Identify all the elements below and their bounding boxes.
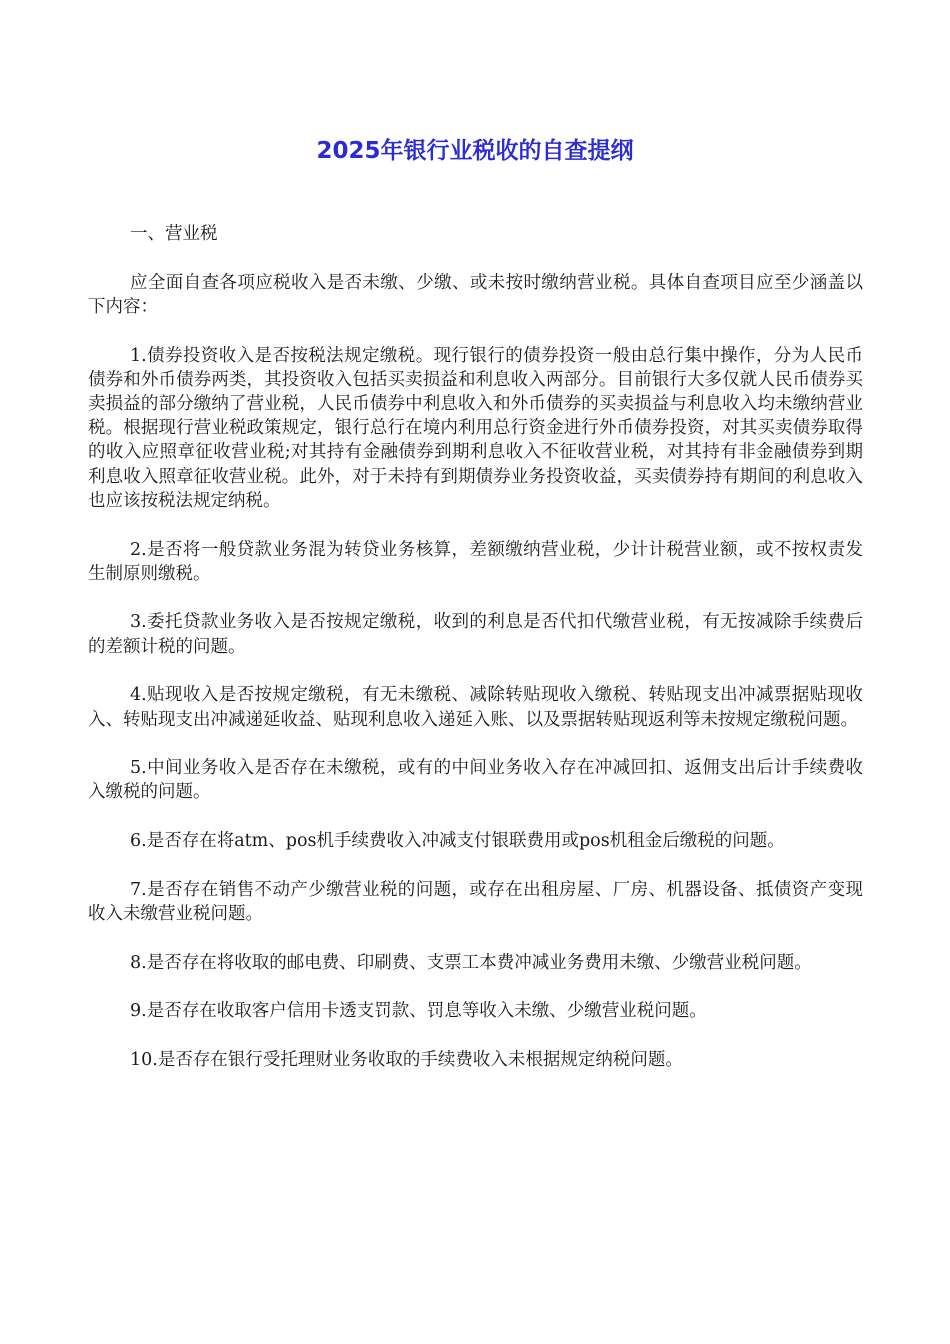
paragraph-item-4: 4.贴现收入是否按规定缴税，有无未缴税、减除转贴现收入缴税、转贴现支出冲减票据贴现收入、转贴现支出冲减递延收益、贴现利息收入递延入账、以及票据转贴现返利等未按规定缴税问题。 [88, 685, 863, 730]
paragraph-item-6: 6.是否存在将atm、pos机手续费收入冲减支付银联费用或pos机租金后缴税的问题。 [130, 831, 785, 852]
section-heading: 一、营业税 [130, 224, 218, 244]
paragraph-item-5: 5.中间业务收入是否存在未缴税，或有的中间业务收入存在冲减回扣、返佣支出后计手续费收入缴税的问题。 [88, 758, 863, 803]
paragraph-item-1: 1.债券投资收入是否按税法规定缴税。现行银行的债券投资一般由总行集中操作，分为人民币债券和外币债券两类，其投资收入包括买卖损益和利息收入两部分。目前银行大多仅就人民币债券买卖损益的部分缴纳了营业税，人民币债券中利息收入和外币债券的买卖损益与利息收入均未缴纳营业税。根据现行营业税政策规定，银行总行在境内利用总行资金进行外币债券投资，对其买卖债券取得的收入应照章征收营业税;对其持有金融债券到期利息收入不征收营业税，对其持有非金融债券到期利息收入照章征收营业税。此外，对于未持有到期债券业务投资收益，买卖债券持有期间的利息收入也应该按税法规定纳税。 [88, 345, 863, 511]
paragraph-item-10: 10.是否存在银行受托理财业务收取的手续费收入未根据规定纳税问题。 [130, 1050, 683, 1071]
paragraph-item-8: 8.是否存在将收取的邮电费、印刷费、支票工本费冲减业务费用未缴、少缴营业税问题。 [130, 952, 812, 973]
paragraph-item-7: 7.是否存在销售不动产少缴营业税的问题，或存在出租房屋、厂房、机器设备、抵债资产变现收入未缴营业税问题。 [88, 879, 863, 925]
document-body [88, 222, 863, 1097]
paragraph-item-2: 2.是否将一般贷款业务混为转贷业务核算，差额缴纳营业税，少计计税营业额，或不按权责发生制原则缴税。 [88, 539, 863, 584]
document-title: 2025年银行业税收的自查提纲 [316, 138, 634, 164]
paragraph-item-3: 3.委托贷款业务收入是否按规定缴税，收到的利息是否代扣代缴营业税，有无按减除手续费后的差额计税的问题。 [88, 612, 863, 657]
paragraph-intro: 应全面自查各项应税收入是否未缴、少缴、或未按时缴纳营业税。具体自查项目应至少涵盖以下内容： [88, 272, 863, 317]
paragraph-item-9: 9.是否存在收取客户信用卡透支罚款、罚息等收入未缴、少缴营业税问题。 [130, 1001, 707, 1022]
